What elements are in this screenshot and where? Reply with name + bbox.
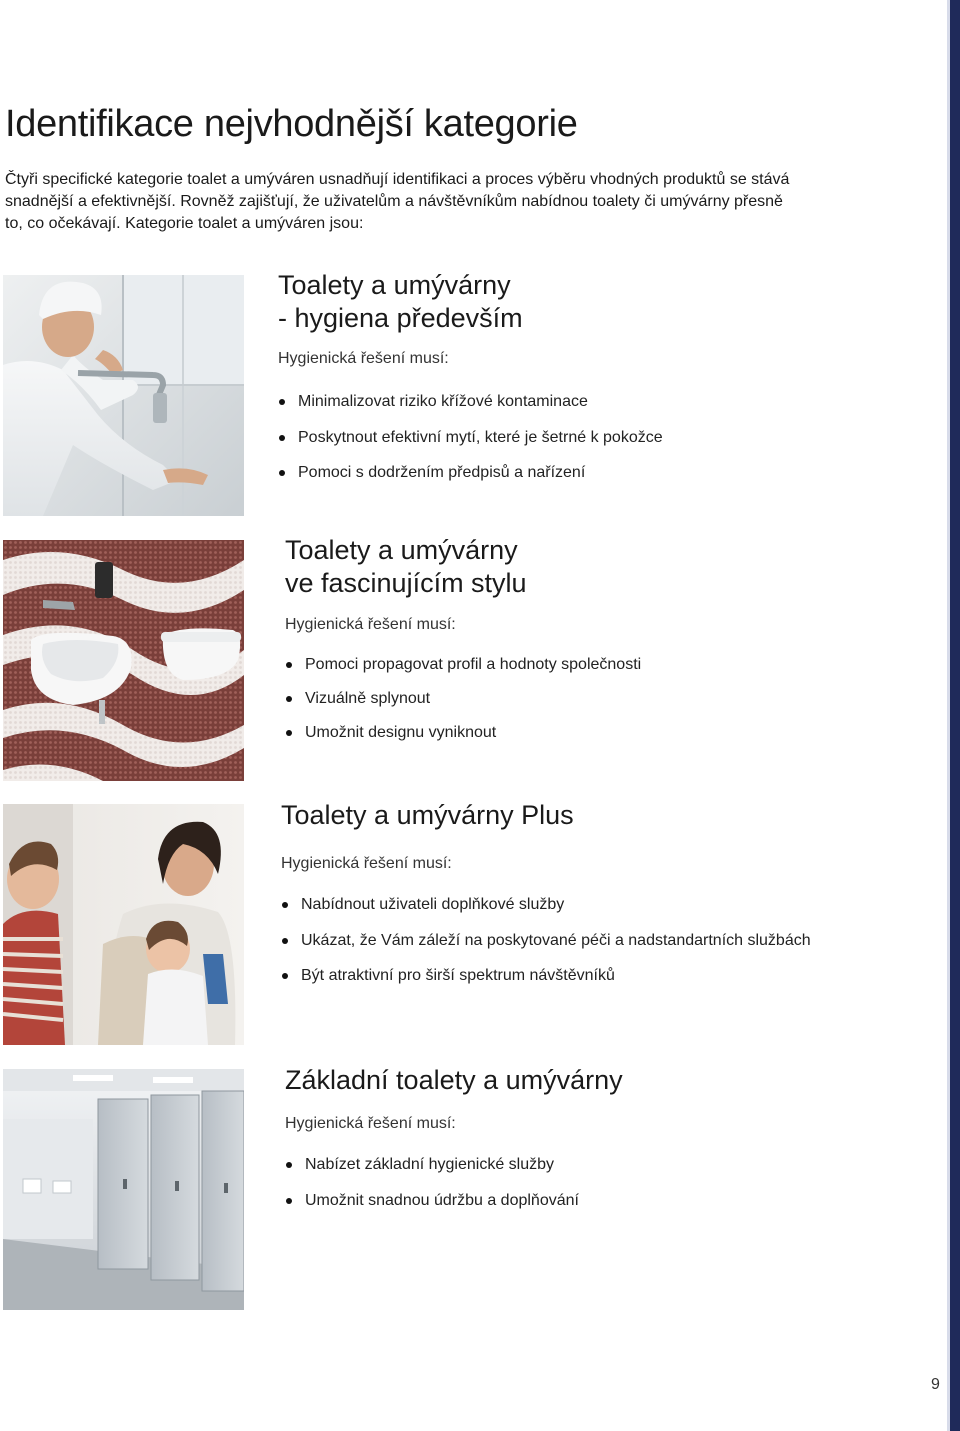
page-heading: Identifikace nejvhodnější kategorie (5, 103, 578, 145)
section-list-plus (281, 895, 811, 1002)
section-title-plus (281, 799, 574, 832)
intro-paragraph: Čtyři specifické kategorie toalet a umýváren usnadňují identifikaci a proces výběru vhodných produktů se stává snadnější a efektivnější. Rovněž zajišťují, že uživatelům a návštěvníkům nabídnou toalety či umývárny přesně to, co očekávají. Kategorie toalet a umýváren jsou: (5, 171, 790, 232)
section-subtitle: Hygienická řešení musí: (278, 350, 449, 367)
section-title-line: Toalety a umývárny Plus (281, 800, 574, 830)
list-item: Nabídnout uživateli doplňkové služby (281, 895, 811, 931)
section-subtitle: Hygienická řešení musí: (281, 855, 452, 872)
section-title-style (285, 534, 527, 600)
list-item: Vizuálně splynout (285, 689, 641, 723)
page-number: 9 (931, 1376, 940, 1393)
section-title-basic (285, 1064, 623, 1097)
list-item: Být atraktivní pro širší spektrum návštěvníků (281, 966, 811, 1002)
section-title-hygiene (278, 269, 523, 335)
list-item: Poskytnout efektivní mytí, které je šetrné k pokožce (278, 428, 663, 464)
section-list-hygiene (278, 392, 663, 499)
list-item: Minimalizovat riziko křížové kontaminace (278, 392, 663, 428)
section-title-line: ve fascinujícím stylu (285, 568, 527, 598)
list-item: Ukázat, že Vám záleží na poskytované péči a nadstandartních službách (281, 931, 811, 967)
page-edge-bar (950, 0, 960, 1431)
list-item: Umožnit snadnou údržbu a doplňování (285, 1191, 579, 1227)
photo-zebra-mosaic-washroom (3, 540, 244, 781)
section-list-basic (285, 1155, 579, 1226)
photo-chef-washing-hands (3, 275, 244, 516)
section-title-line: Základní toalety a umývárny (285, 1065, 623, 1095)
section-title-line: Toalety a umývárny (278, 270, 511, 300)
section-list-style (285, 655, 641, 757)
section-title-line: Toalety a umývárny (285, 535, 518, 565)
list-item: Umožnit designu vyniknout (285, 723, 641, 757)
section-title-line: - hygiena především (278, 303, 523, 333)
list-item: Nabízet základní hygienické služby (285, 1155, 579, 1191)
photo-mother-with-children (3, 804, 244, 1045)
list-item: Pomoci s dodržením předpisů a nařízení (278, 463, 663, 499)
section-subtitle: Hygienická řešení musí: (285, 616, 456, 633)
photo-washroom-cubicles (3, 1069, 244, 1310)
list-item: Pomoci propagovat profil a hodnoty společnosti (285, 655, 641, 689)
section-subtitle: Hygienická řešení musí: (285, 1115, 456, 1132)
